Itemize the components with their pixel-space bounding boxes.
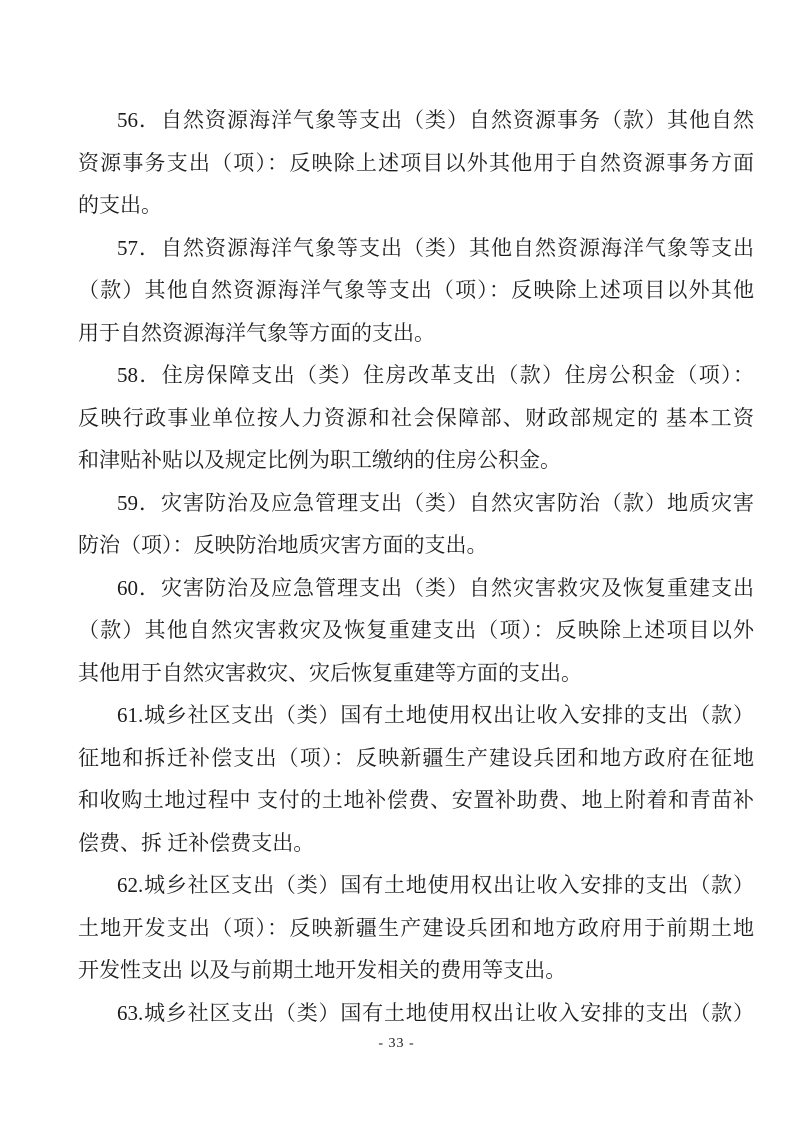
page-body bbox=[78, 99, 754, 1034]
text-line: 用于自然资源海洋气象等方面的支出。 bbox=[78, 320, 435, 345]
text-line: 和津贴补贴以及规定比例为职工缴纳的住房公积金。 bbox=[78, 448, 561, 472]
paragraph-61 bbox=[78, 694, 754, 864]
text-line: 土地开发支出（项）：反映新疆生产建设兵团和地方政府用于前期土地 bbox=[78, 915, 754, 940]
paragraph-62 bbox=[78, 864, 754, 992]
paragraph-56 bbox=[78, 99, 754, 227]
page-number: - 33 - bbox=[378, 1036, 415, 1051]
text-line: 征地和拆迁补偿支出（项）：反映新疆生产建设兵团和地方政府在征地 bbox=[78, 745, 754, 770]
text-line: （款）其他自然资源海洋气象等支出（项）：反映除上述项目以外其他 bbox=[78, 278, 754, 302]
text-line: 和收购土地过程中 支付的土地补偿费、安置补助费、地上附着和青苗补 bbox=[78, 788, 754, 812]
text-line: 防治（项）：反映防治地质灾害方面的支出。 bbox=[78, 533, 488, 557]
text-line: 反映行政事业单位按人力资源和社会保障部、财政部规定的 基本工资 bbox=[78, 405, 754, 430]
paragraph-59 bbox=[78, 482, 754, 567]
text-line: 58．住房保障支出（类）住房改革支出（款）住房公积金（项）： bbox=[117, 363, 754, 387]
text-line: 其他用于自然灾害救灾、灾后恢复重建等方面的支出。 bbox=[78, 660, 582, 685]
text-line: 60．灾害防治及应急管理支出（类）自然灾害救灾及恢复重建支出 bbox=[117, 575, 754, 600]
paragraph-57 bbox=[78, 227, 754, 355]
text-line: 资源事务支出（项）：反映除上述项目以外其他用于自然资源事务方面 bbox=[78, 150, 754, 175]
paragraph-58 bbox=[78, 354, 754, 482]
paragraph-63 bbox=[78, 992, 754, 1035]
text-line: （款）其他自然灾害救灾及恢复重建支出（项）：反映除上述项目以外 bbox=[78, 618, 754, 642]
paragraph-60 bbox=[78, 567, 754, 695]
text-line: 61.城乡社区支出（类）国有土地使用权出让收入安排的支出（款） bbox=[117, 703, 754, 727]
text-line: 63.城乡社区支出（类）国有土地使用权出让收入安排的支出（款） bbox=[117, 1000, 754, 1025]
text-line: 57．自然资源海洋气象等支出（类）其他自然资源海洋气象等支出 bbox=[117, 235, 754, 260]
text-line: 的支出。 bbox=[78, 193, 162, 217]
text-line: 偿费、拆 迁补偿费支出。 bbox=[78, 830, 315, 855]
text-line: 开发性支出 以及与前期土地开发相关的费用等支出。 bbox=[78, 958, 567, 982]
text-line: 62.城乡社区支出（类）国有土地使用权出让收入安排的支出（款） bbox=[117, 873, 754, 897]
text-line: 59．灾害防治及应急管理支出（类）自然灾害防治（款）地质灾害 bbox=[117, 490, 754, 515]
text-line: 56．自然资源海洋气象等支出（类）自然资源事务（款）其他自然 bbox=[117, 108, 754, 132]
